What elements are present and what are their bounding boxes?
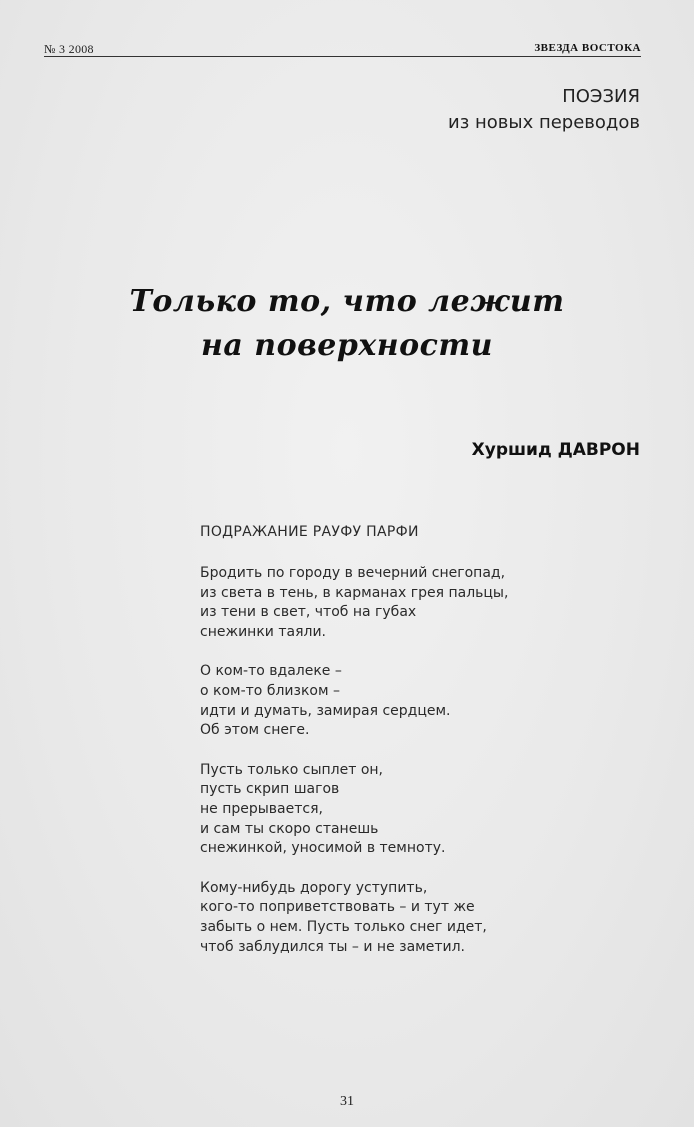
poem [200, 522, 600, 977]
poem-stanza [200, 879, 600, 957]
magazine-title: ЗВЕЗДА ВОСТОКА [534, 42, 641, 54]
poem-line: о ком-то близком – [200, 682, 340, 699]
header-rule [44, 56, 641, 57]
poem-line: Бродить по городу в вечерний снегопад, [200, 565, 506, 581]
section-subtitle: из новых переводов [448, 112, 640, 133]
poem-stanza [200, 662, 600, 740]
section-heading [448, 84, 640, 136]
poem-line: пусть скрип шагов [200, 781, 340, 798]
poem-line: Кому-нибудь дорогу уступить, [200, 879, 428, 896]
poem-line: идти и думать, замирая сердцем. [200, 702, 451, 719]
poem-line: Об этом снеге. [200, 722, 310, 739]
article-title [60, 280, 634, 368]
article-title-line-1: Только то, что лежит [129, 284, 565, 319]
poem-line: снежинки таяли. [200, 623, 326, 640]
article-title-line-2: на поверхности [201, 328, 493, 363]
poem-line: забыть о нем. Пусть только снег идет, [200, 918, 487, 935]
issue-number: № 3 2008 [44, 42, 94, 56]
poem-line: и сам ты скоро станешь [200, 820, 379, 837]
page-number: 31 [340, 1094, 354, 1109]
poem-line: снежинкой, уносимой в темноту. [200, 840, 446, 857]
author-name: Хуршид ДАВРОН [471, 440, 640, 460]
poem-title: ПОДРАЖАНИЕ РАУФУ ПАРФИ [200, 524, 419, 540]
poem-line: не прерывается, [200, 800, 323, 817]
running-header [44, 40, 641, 60]
poem-stanza [200, 564, 600, 642]
poem-line: Пусть только сыплет он, [200, 761, 383, 778]
poem-line: из тени в свет, чтоб на губах [200, 604, 417, 621]
poem-line: чтоб заблудился ты – и не заметил. [200, 938, 465, 955]
section-name: ПОЭЗИЯ [562, 86, 640, 107]
poem-line: кого-то поприветствовать – и тут же [200, 899, 475, 916]
poem-stanza [200, 761, 600, 859]
poem-line: из света в тень, в карманах грея пальцы, [200, 584, 509, 601]
poem-line: О ком-то вдалеке – [200, 663, 342, 680]
